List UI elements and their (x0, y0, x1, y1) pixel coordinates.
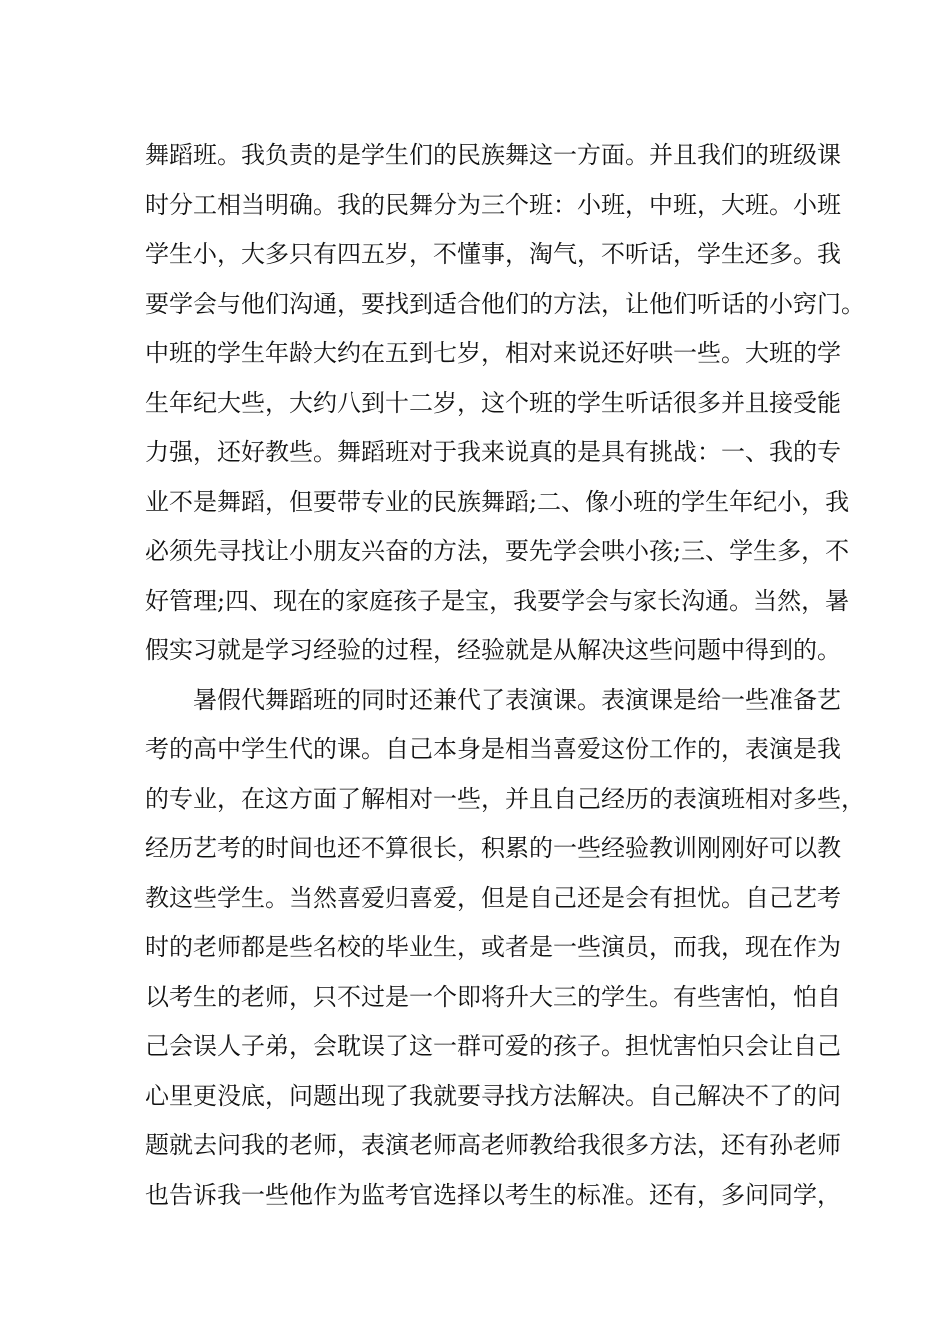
paragraph-1 (145, 131, 865, 676)
text-line: 业不是舞蹈，但要带专业的民族舞蹈;二、像小班的学生年纪小，我 (145, 487, 850, 516)
text-line: 时分工相当明确。我的民舞分为三个班：小班，中班，大班。小班 (145, 190, 841, 219)
body-text (145, 131, 865, 1220)
text-line: 题就去问我的老师，表演老师高老师教给我很多方法，还有孙老师 (145, 1131, 841, 1159)
text-line: 考的高中学生代的课。自己本身是相当喜爱这份工作的，表演是我 (145, 735, 841, 763)
text-line: 力强，还好教些。舞蹈班对于我来说真的是具有挑战：一、我的专 (145, 438, 841, 466)
text-line: 经历艺考的时间也还不算很长，积累的一些经验教训刚刚好可以教 (145, 834, 841, 862)
text-line: 要学会与他们沟通，要找到适合他们的方法，让他们听话的小窍门。 (145, 289, 865, 318)
text-line: 中班的学生年龄大约在五到七岁，相对来说还好哄一些。大班的学 (145, 339, 841, 367)
text-line: 生年纪大些，大约八到十二岁，这个班的学生听话很多并且接受能 (145, 388, 841, 417)
text-line: 时的老师都是些名校的毕业生，或者是一些演员，而我，现在作为 (145, 933, 841, 961)
paragraph-2 (145, 676, 865, 1221)
text-line: 学生小，大多只有四五岁，不懂事，淘气，不听话，学生还多。我 (145, 240, 841, 268)
text-line: 以考生的老师，只不过是一个即将升大三的学生。有些害怕，怕自 (145, 982, 841, 1011)
text-line: 舞蹈班。我负责的是学生们的民族舞这一方面。并且我们的班级课 (145, 141, 841, 169)
text-line: 好管理;四、现在的家庭孩子是宝，我要学会与家长沟通。当然，暑 (145, 586, 850, 615)
text-line: 假实习就是学习经验的过程，经验就是从解决这些问题中得到的。 (145, 636, 841, 664)
text-line: 教这些学生。当然喜爱归喜爱，但是自己还是会有担忧。自己艺考 (145, 883, 841, 912)
text-line: 己会误人子弟，会耽误了这一群可爱的孩子。担忧害怕只会让自己 (145, 1032, 841, 1060)
text-line: 心里更没底，问题出现了我就要寻找方法解决。自己解决不了的问 (145, 1081, 841, 1110)
text-line: 的专业，在这方面了解相对一些，并且自己经历的表演班相对多些， (145, 784, 865, 813)
text-line: 也告诉我一些他作为监考官选择以考生的标准。还有，多问同学， (145, 1180, 841, 1209)
text-line: 暑假代舞蹈班的同时还兼代了表演课。表演课是给一些准备艺 (193, 685, 841, 714)
text-line: 必须先寻找让小朋友兴奋的方法，要先学会哄小孩;三、学生多，不 (145, 537, 850, 565)
